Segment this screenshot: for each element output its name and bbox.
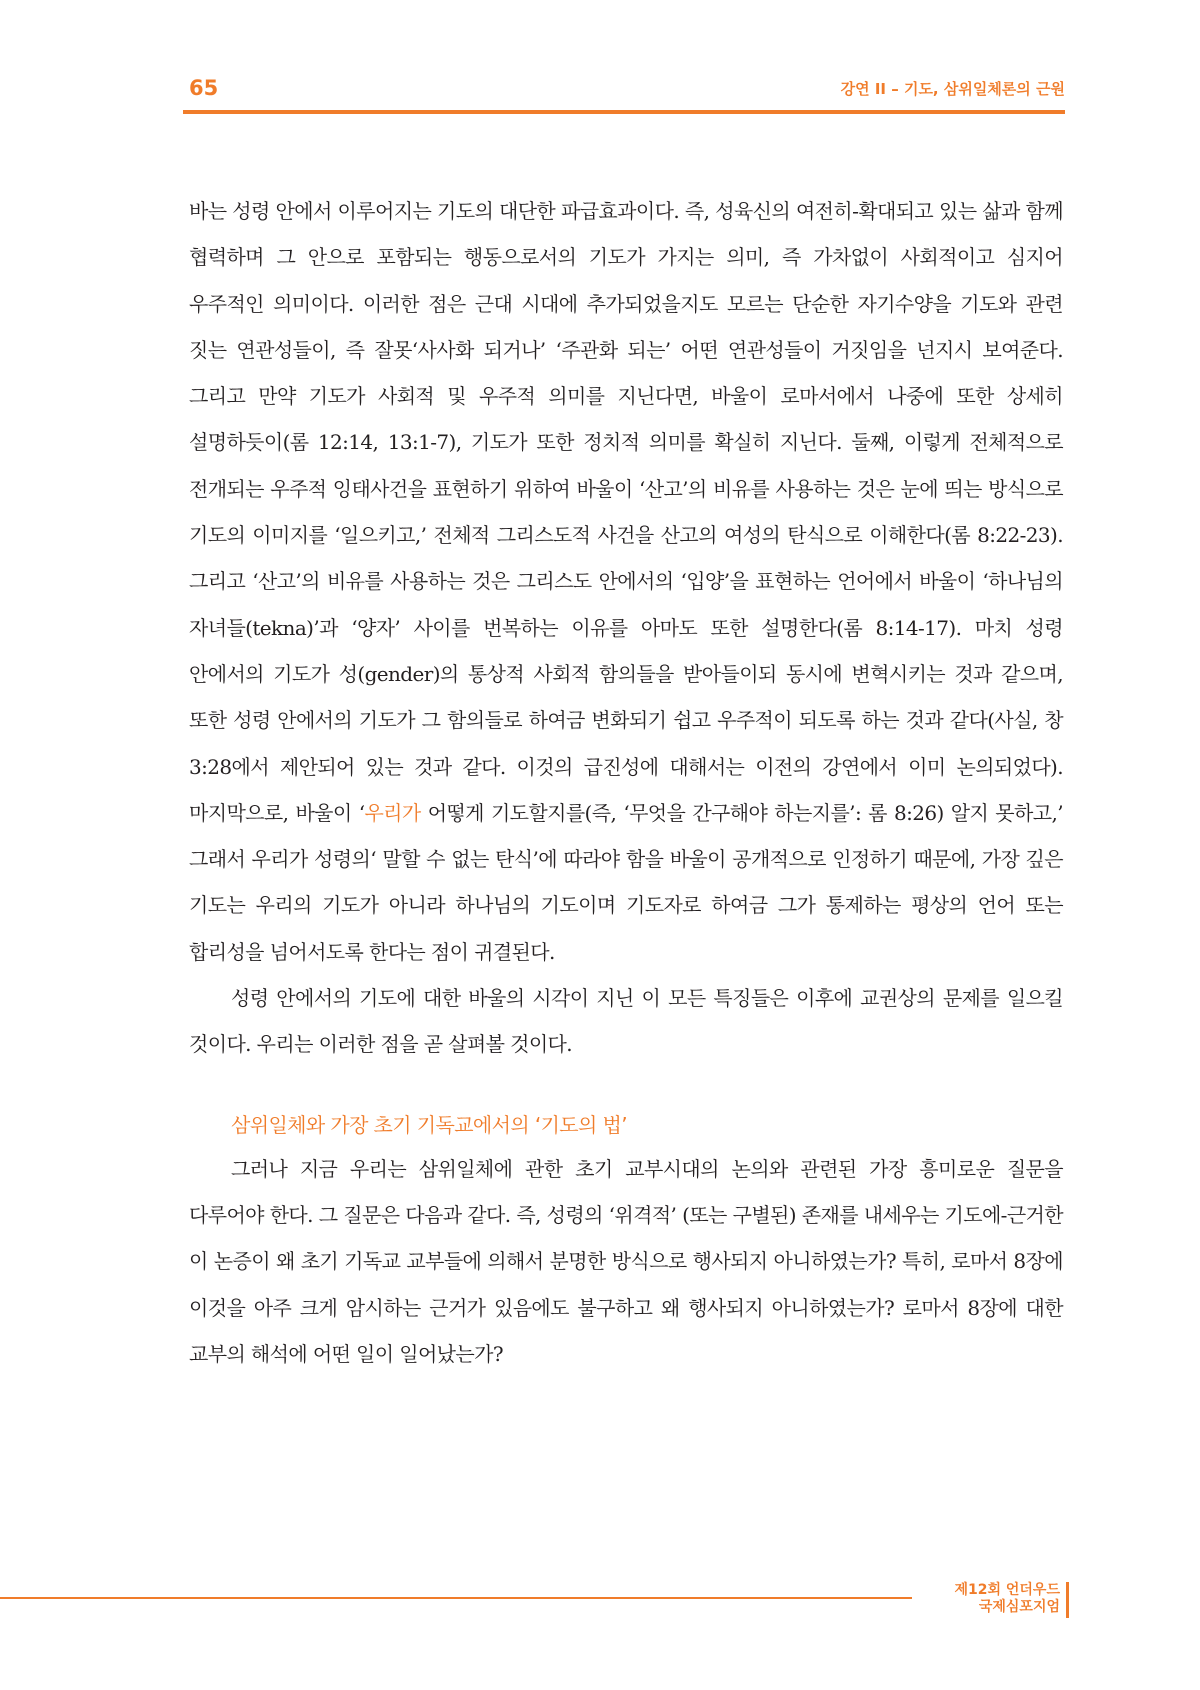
paragraph-1-text-a: 바는 성령 안에서 이루어지는 기도의 대단한 파급효과이다. 즉, 성육신의 여전히-확대되고 있는 삶과 함께 협력하며 그 안으로 포함되는 행동으로서의 기도가 가지는 의미, 즉 가차없이 사회적이고 심지어 우주적인 의미이다. 이러한 점은 근대 시대에 추가되었을지도 모르는 단순한 자기수양을 기도와 관련 짓는 연관성들이, 즉 잘못‘사사화 되거나’ ‘주관화 되는’ 어떤 연관성들이 거짓임을 넌지시 보여준다. 그리고 만약 기도가 사회적 및 우주적 의미를 지닌다면, 바울이 로마서에서 나중에 또한 상세히 설명하듯이(롬 12:14, 13:1-7), 기도가 또한 정치적 의미를 확실히 지닌다. 둘째, 이렇게 전체적으로 전개되는 우주적 잉태사건을 표현하기 위하여 바울이 ‘산고’의 비유를 사용하는 것은 눈에 띄는 방식으로 기도의 이미지를 ‘일으키고,’ 전체적 그리스도적 사건을 산고의 여성의 탄식으로 이해한다(롬 8:22-23). 그리고 ‘산고’의 비유를 사용하는 것은 그리스도 안에서의 ‘입양’을 표현하는 언어에서 바울이 ‘하나님의 자녀들(tekna)’과 ‘양자’ 사이를 번복하는 이유를 아마도 또한 설명한다(롬 8:14-17). 마치 성령 안에서의 기도가 성(gender)의 통상적 사회적 함의들을 받아들이되 동시에 변혁시키는 것과 같으며, 또한 성령 안에서의 기도가 그 함의들로 하여금 변화되기 쉽고 우주적이 되도록 하는 것과 같다(사실, 창 3:28에서 제안되어 있는 것과 같다. 이것의 급진성에 대해서는 이전의 강연에서 이미 논의되었다). 마지막으로, 바울이 ‘ (189, 199, 1063, 825)
footer-line-2: 국제심포지엄 (978, 1599, 1060, 1615)
highlighted-word: 우리가 (364, 800, 421, 825)
page-header (183, 68, 1065, 114)
paragraph-1-text-b: 어떻게 기도할지를(즉, ‘무엇을 간구해야 하는지를’: 롬 8:26) 알지 못하고,’ 그래서 우리가 성령의‘ 말할 수 없는 탄식’에 따라야 함을 바울이 공개적으로 인정하기 때문에, 가장 깊은 기도는 우리의 기도가 아니라 하나님의 기도이며 기도자로 하여금 그가 통제하는 평상의 언어 또는 합리성을 넘어서도록 한다는 점이 귀결된다. (189, 800, 1063, 964)
section-heading: 삼위일체와 가장 초기 기독교에서의 ‘기도의 법’ (231, 1112, 627, 1137)
running-title: 강연 II – 기도, 삼위일체론의 근원 (840, 80, 1065, 98)
footer-line-1: 제12회 언더우드 (954, 1582, 1060, 1598)
footer-rule (0, 1597, 912, 1599)
paragraph-3: 그러나 지금 우리는 삼위일체에 관한 초기 교부시대의 논의와 관련된 가장 흥미로운 질문을 다루어야 한다. 그 질문은 다음과 같다. 즉, 성령의 ‘위격적’ (또는 구별된) 존재를 내세우는 기도에-근거한 이 논증이 왜 초기 기독교 교부들에 의해서 분명한 방식으로 행사되지 아니하였는가? 특히, 로마서 8장에 이것을 아주 크게 암시하는 근거가 있음에도 불구하고 왜 행사되지 아니하였는가? 로마서 8장에 대한 교부의 해석에 어떤 일이 일어났는가? (189, 1156, 1063, 1366)
paragraph-1 (189, 188, 1063, 975)
body-text (189, 188, 1063, 1377)
paragraph-2: 성령 안에서의 기도에 대한 바울의 시각이 지닌 이 모든 특징들은 이후에 교권상의 문제를 일으킬 것이다. 우리는 이러한 점을 곧 살펴볼 것이다. (189, 986, 1063, 1057)
page-number: 65 (189, 76, 219, 100)
footer-label (954, 1582, 1060, 1616)
footer-divider (1066, 1582, 1069, 1618)
